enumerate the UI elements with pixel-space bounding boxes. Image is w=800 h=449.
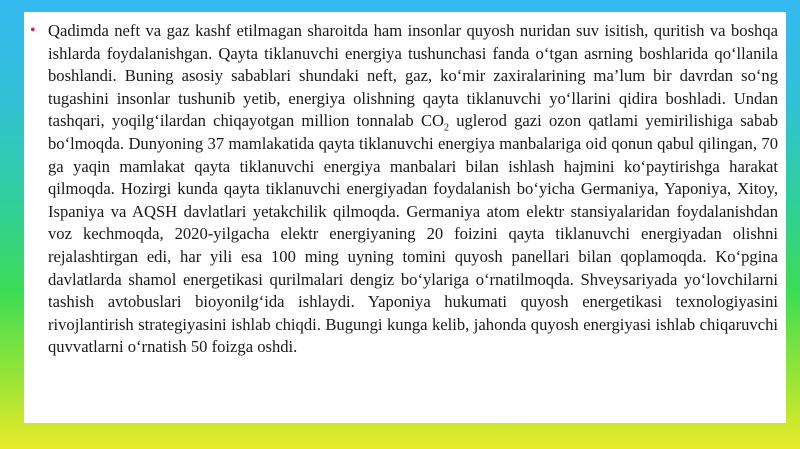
paragraph-part-1: Qadimda neft va gaz kashf etilmagan sharoitda ham insonlar quyosh nuridan suv isitish, quritish va boshqa ishlarda foydalanishgan. Qayta tiklanuvchi energiya tushunchasi fanda o‘tgan asrning boshlarida qo‘llanila boshlandi. Buning asosiy sabablari shundaki neft, gaz, ko‘mir zaxiralarining ma’lum bir davrdan so‘ng tugashini insonlar tushunib yetib, energiya olishning qayta tiklanuvchi yo‘llarini qidira boshladi. Undan tashqari, yoqilg‘ilardan chiqayotgan million tonnalab CO	[48, 21, 778, 131]
paragraph-part-2: uglerod gazi ozon qatlami yemirilishiga sabab bo‘lmoqda. Dunyoning 37 mamlakatida qayta tiklanuvchi energiya manbalariga oid qonun qabul qilingan, 70 ga yaqin mamlakat qayta tiklanuvchi energiya manbalari bilan ishlash hajmini ko‘paytirishga harakat qilmoqda. Hozirgi kunda qayta tiklanuvchi energiyadan foydalanish bo‘yicha Germaniya, Yaponiya, Xitoy, Ispaniya va AQSH davlatlari yetakchilik qilmoqda. Germaniya atom elektr stansiyalaridan foydalanishdan voz kechmoqda, 2020-yilgacha elektr energiyaning 20 foizini qayta tiklanuvchi energiyadan olishni rejalashtirgan edi, har yili esa 100 ming uyning tomini quyosh panellari bilan qoplamoqda. Ko‘pgina davlatlarda shamol energetikasi qurilmalari dengiz bo‘ylariga o‘rnatilmoqda. Shveysariyada yo‘lovchilarni tashish avtobuslari bioyonilg‘ida ishlaydi. Yaponiya hukumati quyosh energetikasi texnologiyasini rivojlantirish strategiyasini ishlab chiqdi. Bugungi kunga kelib, jahonda quyosh energiyasi ishlab chiqaruvchi quvvatlarni o‘rnatish 50 foizga oshdi.	[48, 111, 778, 357]
co2-subscript: 2	[444, 122, 449, 134]
content-panel	[24, 12, 786, 423]
paragraph-text	[48, 20, 778, 359]
bullet-item	[30, 20, 778, 359]
bullet-icon: •	[30, 22, 36, 39]
